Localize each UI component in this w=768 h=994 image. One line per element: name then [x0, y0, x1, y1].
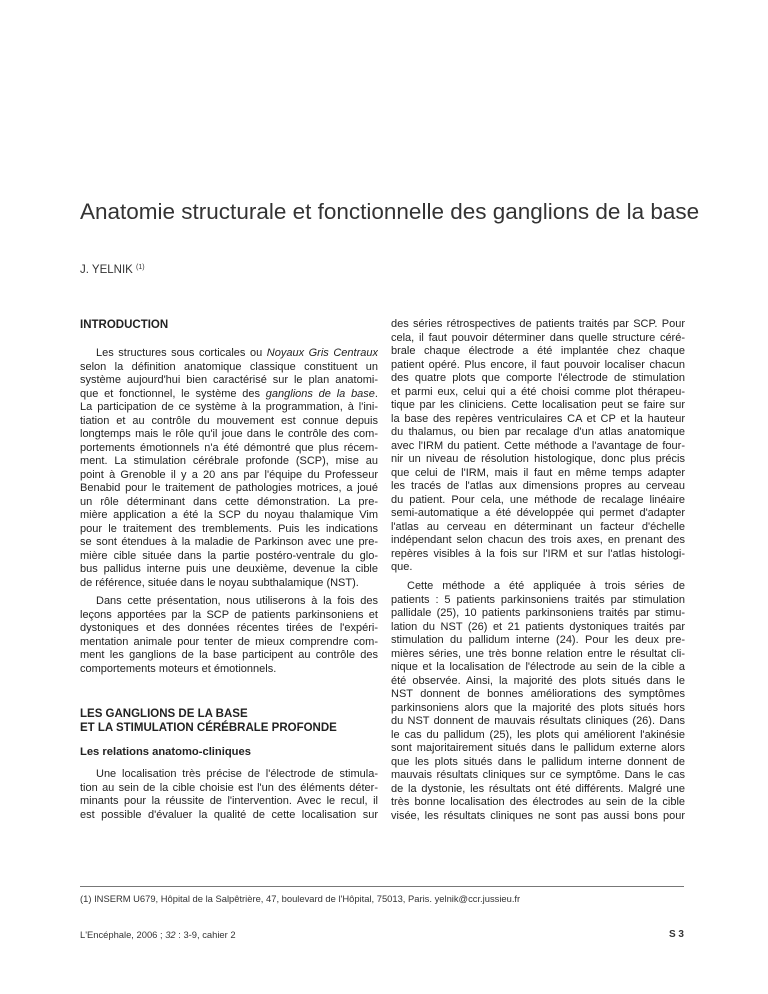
text-line: est possible d'évaluer la qualité de cette localisation sur — [80, 808, 378, 821]
text-line — [80, 388, 378, 402]
text-line: que. — [391, 561, 413, 573]
journal-pages: : 3-9, cahier 2 — [175, 929, 236, 940]
text-line: NST donnent de bonnes améliorations des symptômes — [391, 688, 685, 700]
text-line: portements émotionnels n'a été démontré que plus récem- — [80, 441, 378, 454]
section-heading-introduction: INTRODUCTION — [80, 319, 169, 331]
text-line: semi-automatique a été développée qui permet d'adapter — [391, 507, 685, 519]
section-paragraph-1 — [80, 768, 378, 822]
text-line: nique et la localisation de l'électrode au sein de la cible a — [391, 661, 685, 673]
text-line: lation du NST (26) et 21 patients dystoniques traités par — [391, 620, 685, 633]
text-line: des séries rétrospectives de patients traités par SCP. Pour — [391, 318, 685, 330]
text-line: tion au sein de la cible choisie est l'un des éléments déter- — [80, 781, 378, 794]
text-line: Cette méthode a été appliquée à trois séries de — [407, 580, 685, 592]
intro-paragraph-2 — [80, 595, 378, 676]
text-line: et parmi eux, celui qui a été choisi comme plot thérapeu- — [391, 385, 685, 398]
text-line: comportements moteurs et émotionnels. — [80, 662, 277, 675]
text-line: tique par les cliniciens. Cette localisation peut se faire sur — [391, 399, 685, 411]
text-line: du NST donnent de mauvais résultats cliniques (26). Dans — [391, 715, 685, 727]
italic-text: ganglions de la base — [265, 387, 375, 400]
text-line: indépendant selon chacun des trois axes, en prenant des — [391, 534, 685, 546]
text-line: de référence, située dans le noyau subthalamique (NST). — [80, 576, 359, 589]
text-line: minants pour la réussite de l'intervention. Avec le recul, il — [80, 795, 378, 807]
text-line: leçons apportées par la SCP de patients parkinsoniens et — [80, 608, 378, 621]
right-paragraph-1 — [391, 318, 685, 575]
text-line: du thalamus, ou bien par recalage d'un atlas anatomique — [391, 426, 685, 438]
text-line: point à Grenoble il y a 20 ans par l'équipe du Professeur — [80, 468, 378, 481]
author-name: J. YELNIK — [80, 264, 133, 276]
right-paragraph-2 — [391, 580, 685, 823]
intro-paragraph-1 — [80, 347, 378, 590]
section-heading-line-2: ET LA STIMULATION CÉRÉBRALE PROFONDE — [80, 722, 337, 734]
journal-name: L'Encéphale, 2006 ; — [80, 929, 166, 940]
text-line: repères visibles à la fois sur l'IRM et sur l'atlas histologi- — [391, 547, 685, 560]
text-line: que les plots situés dans le pallidum interne donnent de — [391, 755, 685, 768]
text-line: mauvais résultats cliniques sur ce symptôme. Dans le cas — [391, 769, 685, 781]
text-line: patient opéré. Plus encore, il faut pouvoir localiser chacun — [391, 358, 685, 371]
text-line: parkinsoniens alors que la majorité des plots situés hors — [391, 701, 685, 714]
text-line: système aujourd'hui bien caractérisé sur le plan anatomi- — [80, 374, 378, 386]
footnote-affiliation: (1) INSERM U679, Hôpital de la Salpêtrière, 47, boulevard de l'Hôpital, 75013, Paris. yelnik@ccr.jussieu.fr — [80, 893, 521, 904]
text-line: nir un niveau de résolution histologique, donc plus précis — [391, 453, 685, 465]
text-line: le cas du pallidum (25), les plots qui améliorent l'akinésie — [391, 728, 685, 741]
text-line: La participation de ce système à la programmation, à l'ini- — [80, 401, 378, 413]
text-line: ment les ganglions de la base participent au contrôle des — [80, 649, 378, 661]
text-line: stimulation du pallidum interne (24). Pour les deux pre- — [391, 634, 685, 646]
section-heading-line-1: LES GANGLIONS DE LA BASE — [80, 708, 248, 720]
journal-volume: 32 — [165, 929, 176, 940]
journal-citation — [80, 929, 236, 940]
text-line: brale chaque électrode a été implantée chez chaque — [391, 345, 685, 357]
article-title: Anatomie structurale et fonctionnelle des ganglions de la base — [80, 199, 700, 224]
text-line: la base des repères ventriculaires CA et CP et la hauteur — [391, 412, 685, 425]
text-line: patients : 5 patients parkinsoniens traités par stimulation — [391, 593, 685, 606]
author-affiliation-ref: (1) — [136, 264, 145, 271]
text-line: été observée. Ainsi, la majorité des plots situés dans le — [391, 674, 685, 687]
text-line: que celui de l'IRM, mais il faut en même temps adapter — [391, 466, 685, 479]
text-line: de la dystonie, les résultats ont été différents. Malgré une — [391, 782, 685, 795]
text-line: visée, les résultats cliniques ne sont pas aussi bons pour — [391, 809, 685, 822]
text-line: mentation animale pour tenter de mieux comprendre com- — [80, 635, 378, 648]
text-line: mière cible située dans la partie postéro-ventrale du glo- — [80, 549, 378, 562]
text-line: dystoniques et des données récentes tirées de l'expéri- — [80, 622, 378, 634]
text-line: selon la définition anatomique classique constituent un — [80, 360, 378, 373]
text-line: ment. La stimulation cérébrale profonde (SCP), mise au — [80, 455, 378, 467]
text-span: . — [374, 387, 378, 400]
text-span: que et fonctionnel, le système des — [80, 387, 266, 400]
text-line: Benabid pour le traitement de pathologies motrices, a joué — [80, 482, 378, 494]
text-line: du patient. Pour cela, une méthode de recalage linéaire — [391, 493, 685, 506]
page-number: S 3 — [668, 929, 684, 940]
author — [80, 264, 145, 276]
subsection-heading: Les relations anatomo-cliniques — [80, 746, 251, 758]
text-line — [80, 347, 378, 361]
text-line: mières séries, une très bonne relation entre le résultat cli- — [391, 647, 685, 660]
text-line: les tracés de l'atlas aux dimensions propres au cerveau — [391, 480, 685, 492]
text-line: Dans cette présentation, nous utiliserons à la fois des — [96, 595, 378, 607]
footnote-divider — [80, 886, 684, 887]
text-line: sont majoritairement situés dans le pallidum externe alors — [391, 742, 685, 754]
text-line: se sont étendues à la maladie de Parkinson avec une pre- — [80, 536, 378, 548]
text-line: l'atlas au cerveau en déterminant un facteur d'échelle — [391, 520, 685, 533]
text-line: bus pallidus interne puis une deuxième, devenue la cible — [80, 563, 378, 575]
text-line: Une localisation très précise de l'électrode de stimula- — [96, 768, 378, 780]
text-line: cela, il faut pouvoir déterminer dans quelle structure céré- — [391, 331, 685, 344]
section-heading — [80, 707, 378, 735]
text-line: avec l'IRM du patient. Cette méthode a l'avantage de four- — [391, 439, 685, 452]
text-span: Les structures sous corticales ou — [96, 347, 267, 359]
text-line: pour le traitement des tremblements. Puis les indications — [80, 522, 378, 535]
italic-text: Noyaux Gris Centraux — [266, 347, 378, 359]
text-line: un rôle déterminant dans cette démonstration. La pre- — [80, 495, 378, 508]
text-line: mière application a été la SCP du noyau thalamique Vim — [80, 509, 378, 521]
text-line: longtemps mais le rôle qu'il joue dans le contrôle des com- — [80, 428, 378, 440]
text-line: des quatre plots que comporte l'électrode de stimulation — [391, 372, 685, 384]
text-line: pallidale (25), 10 patients parkinsoniens traités par stimu- — [391, 607, 685, 619]
text-line: tiation et au contrôle du mouvement est connue depuis — [80, 414, 378, 427]
text-line: très bonne localisation des électrodes au sein de la cible — [391, 796, 685, 808]
